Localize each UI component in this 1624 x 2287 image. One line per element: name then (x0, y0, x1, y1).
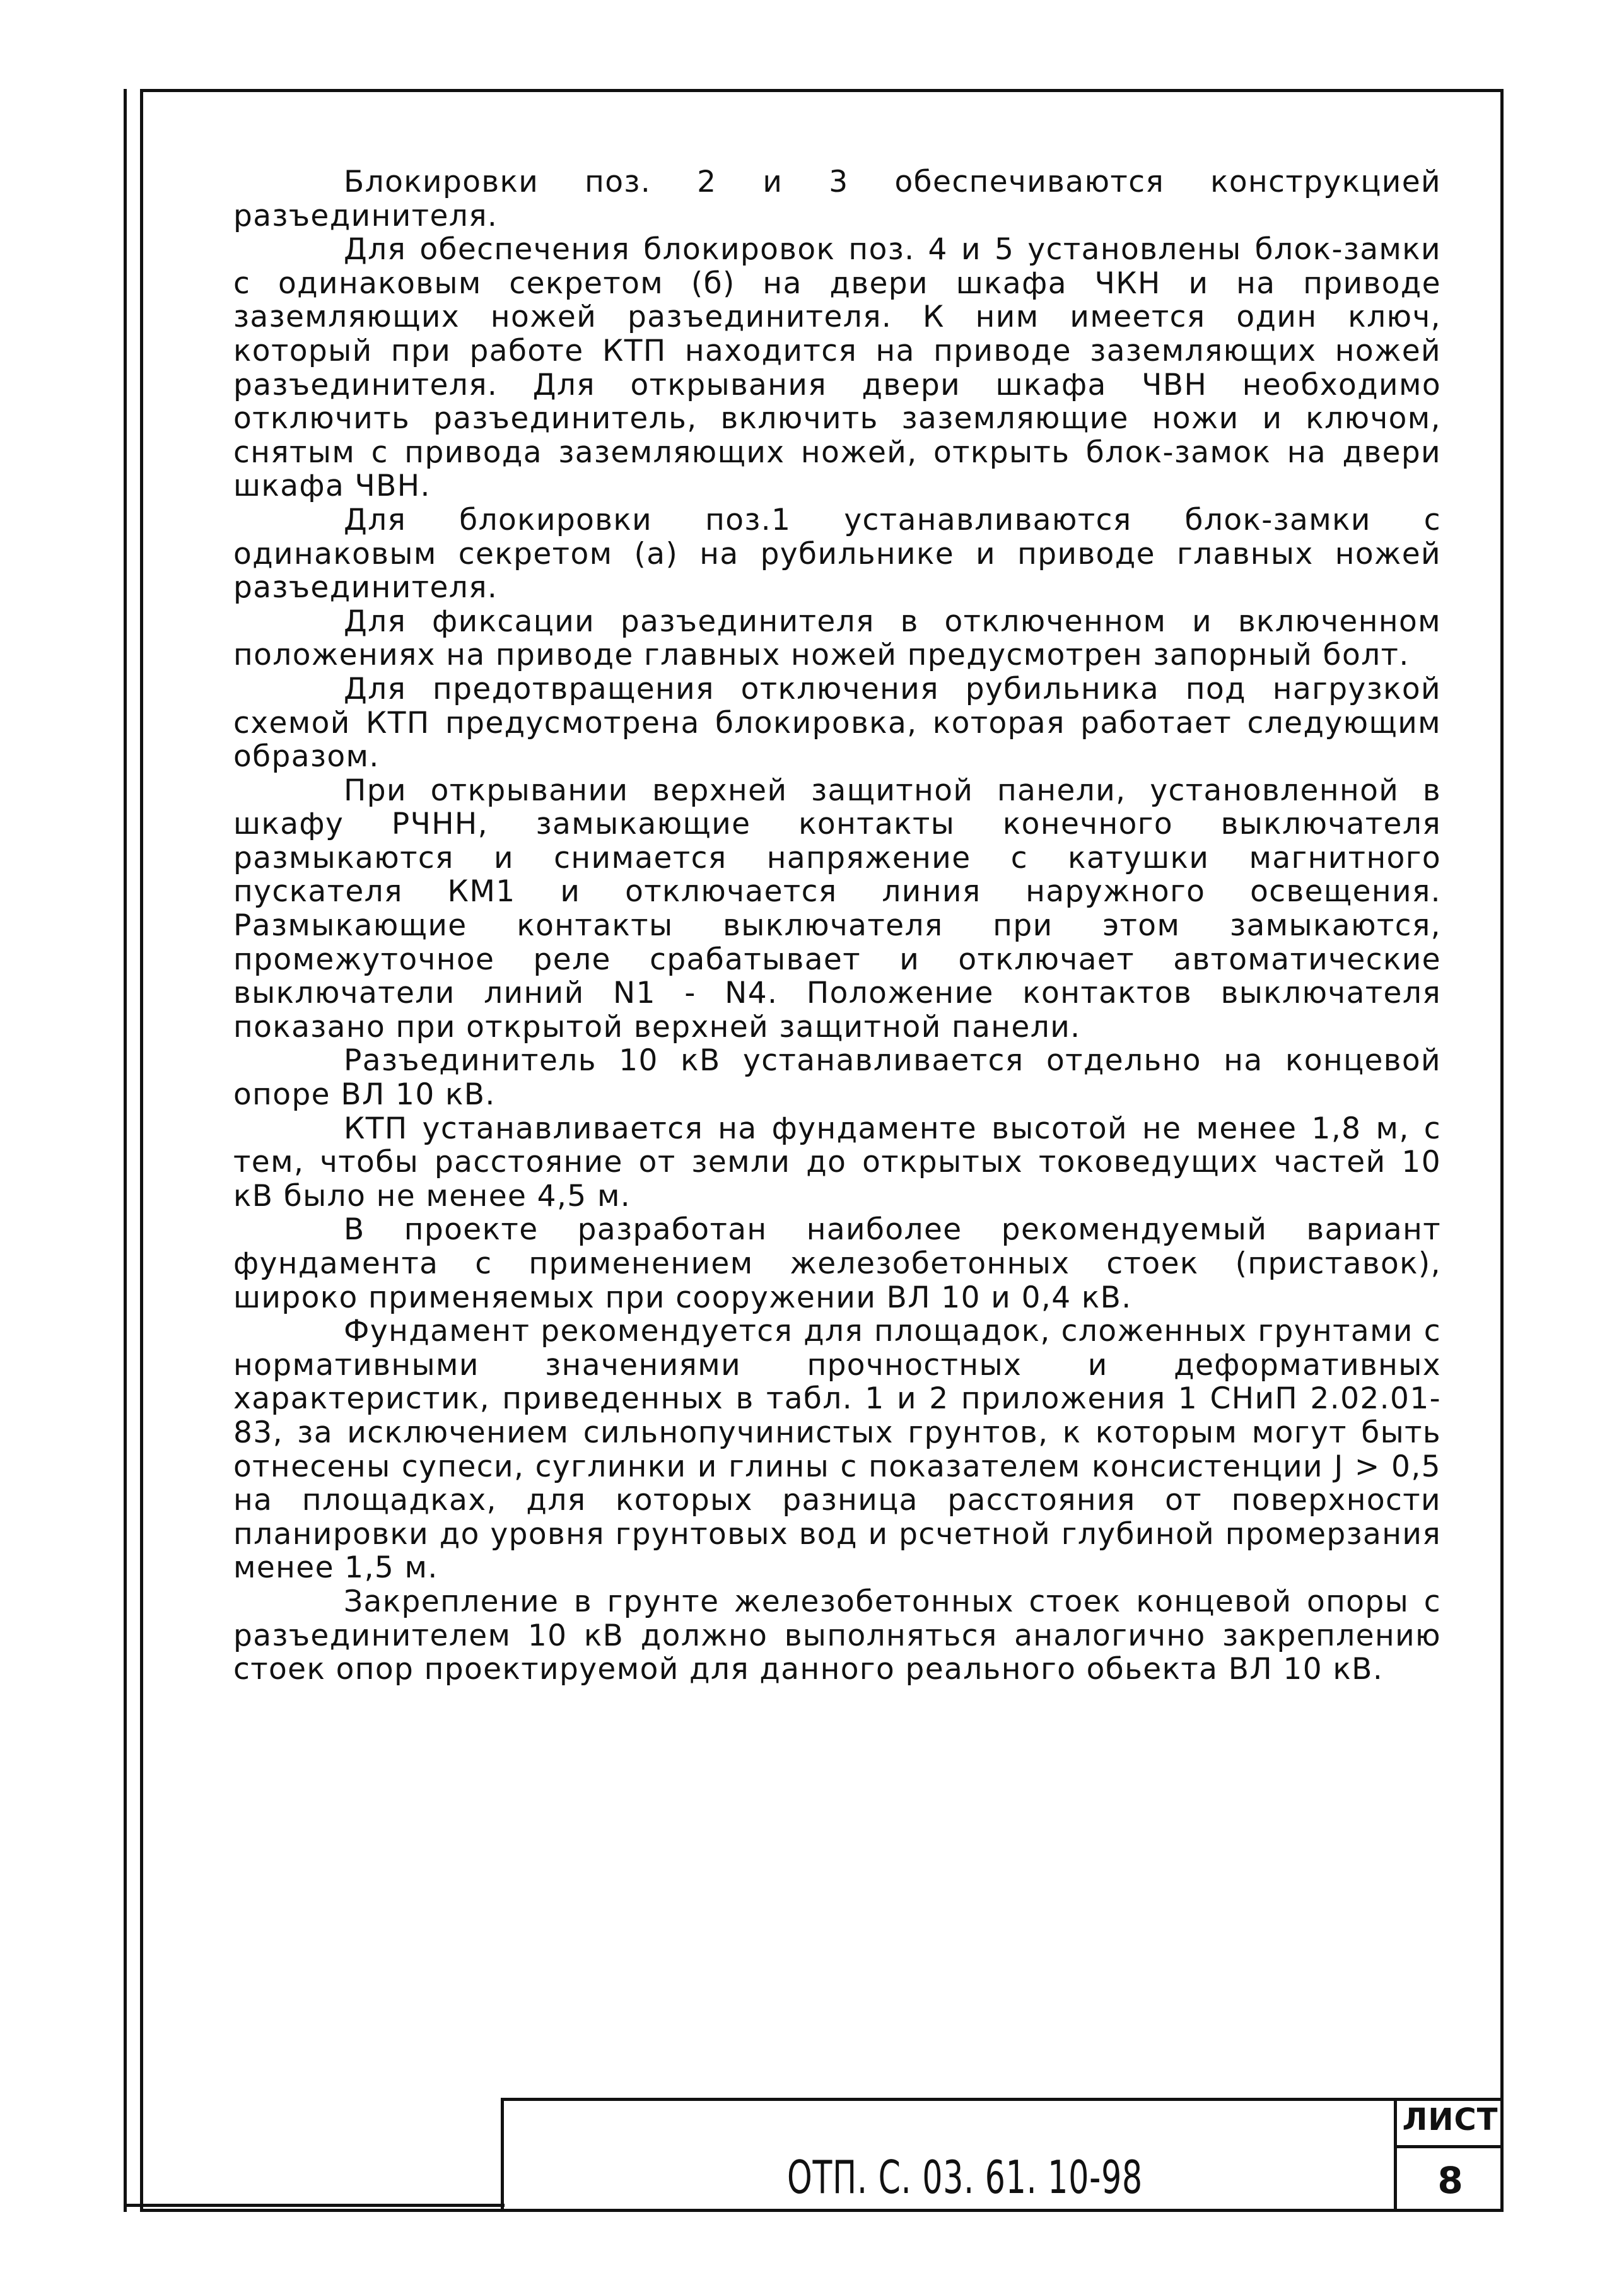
paragraph: Для блокировки поз.1 устанавливаются блок-замки с одинаковым секретом (а) на рубильнике и приводе главных ножей разъединителя. (233, 502, 1441, 605)
binding-margin-line (124, 89, 127, 2212)
paragraph: Для обеспечения блокировок поз. 4 и 5 установлены блок-замки с одинаковым секретом (б) на двери шкафа ЧКН и на приводе заземляющих ножей разъединителя. К ним имеется один ключ, который при работе КТП находится на приводе заземляющих ножей разъединителя. Для открывания двери шкафа ЧВН необходимо отключить разъединитель, включить заземляющие ножи и ключом, снятым с привода заземляющих ножей, открыть блок-замок на двери шкафа ЧВН. (233, 232, 1441, 504)
paragraph: При открывании верхней защитной панели, установленной в шкафу РЧНН, замыкающие контакты конечного выключателя размыкаются и снимается напряжение с катушки магнитного пускателя КМ1 и отключается линия наружного освещения. Размыкающие контакты выключателя при этом замыкаются, промежуточное реле срабатывает и отключает автоматические выключатели линий N1 - N4. Положение контактов выключателя показано при открытой верхней защитной панели. (233, 773, 1441, 1044)
document-code: ОТП. С. 03. 61. 10-98 (787, 2151, 1143, 2204)
sheet-label: ЛИСТ (1402, 2102, 1498, 2138)
document-body (233, 165, 1441, 1687)
paragraph: Для предотвращения отключения рубильника под нагрузкой схемой КТП предусмотрена блокировка, которая работает следующим образом. (233, 671, 1441, 775)
paragraph: Закрепление в грунте железобетонных стоек концевой опоры с разъединителем 10 кВ должно выполняться аналогично закреплению стоек опор проектируемой для данного реального обьекта ВЛ 10 кВ. (233, 1584, 1441, 1687)
paragraph: Фундамент рекомендуется для площадок, сложенных грунтами с нормативными значениями прочностных и деформативных характеристик, приведенных в табл. 1 и 2 приложения 1 СНиП 2.02.01-83, за исключением сильнопучинистых грунтов, к которым могут быть отнесены супеси, суглинки и глины с показателем консистенции J > 0,5 на площадках, для которых разница расстояния от поверхности планировки до уровня грунтовых вод и рсчетной глубиной промерзания менее 1,5 м. (233, 1314, 1441, 1586)
bottom-border-stub (124, 2204, 505, 2207)
paragraph: Для фиксации разъединителя в отключенном и включенном положениях на приводе главных ножей предусмотрен запорный болт. (233, 604, 1441, 673)
sheet-box (1394, 2101, 1504, 2212)
paragraph: В проекте разработан наиболее рекомендуемый вариант фундамента с применением железобетонных стоек (приставок), широко применяемых при сооружении ВЛ 10 и 0,4 кВ. (233, 1212, 1441, 1315)
sheet-number: 8 (1437, 2159, 1463, 2202)
paragraph: КТП устанавливается на фундаменте высотой не менее 1,8 м, с тем, чтобы расстояние от земли до открытых токоведущих частей 10 кВ было не менее 4,5 м. (233, 1111, 1441, 1214)
paragraph: Блокировки поз. 2 и 3 обеспечиваются конструкцией разъединителя. (233, 165, 1441, 233)
paragraph: Разъединитель 10 кВ устанавливается отдельно на концевой опоре ВЛ 10 кВ. (233, 1043, 1441, 1113)
sheet-divider (1397, 2145, 1504, 2148)
